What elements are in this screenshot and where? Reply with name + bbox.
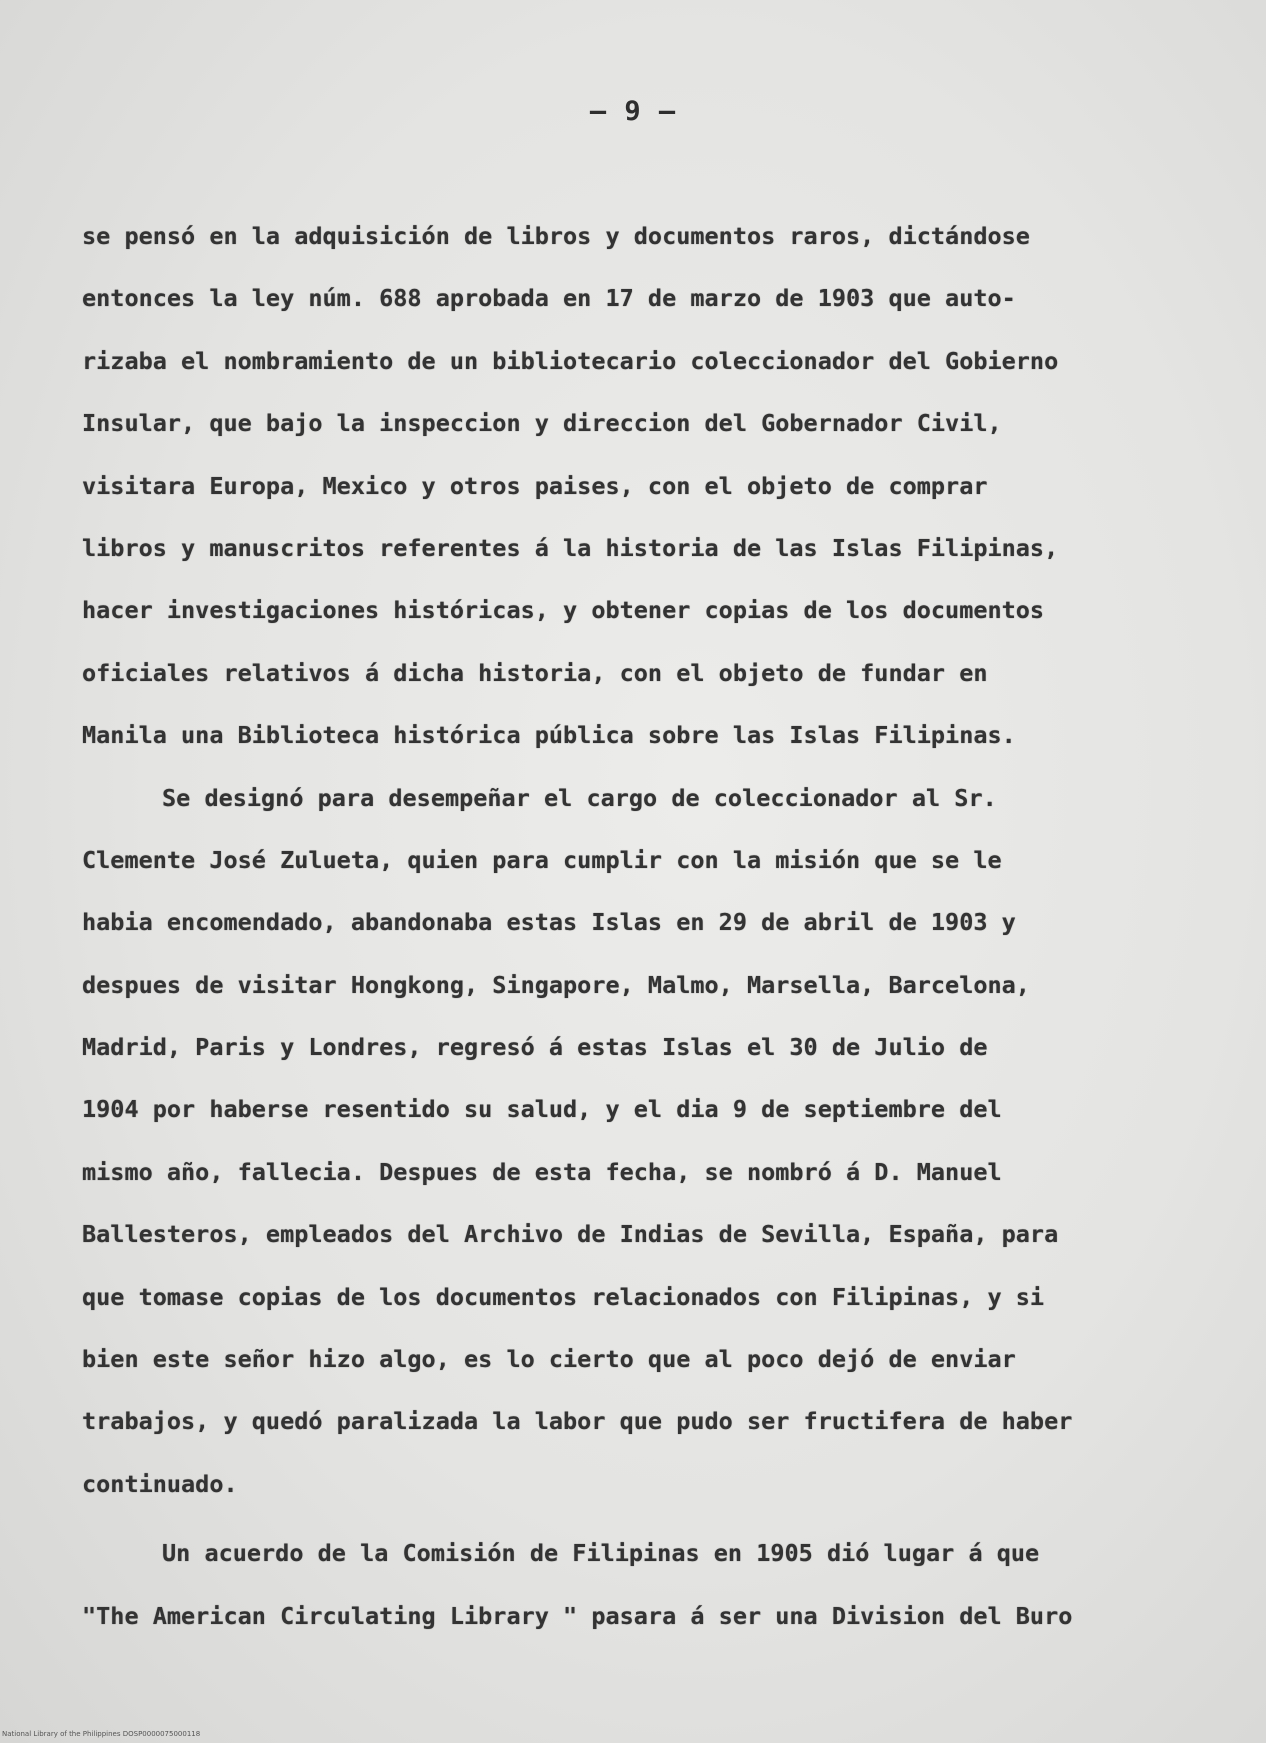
archive-footer: National Library of the Philippines DOSP0000075000118 xyxy=(2,1730,201,1738)
text-line: despues de visitar Hongkong, Singapore, Malmo, Marsella, Barcelona, xyxy=(82,970,1030,999)
text-line: libros y manuscritos referentes á la historia de las Islas Filipinas, xyxy=(82,533,1059,562)
text-line: 1904 por haberse resentido su salud, y el dia 9 de septiembre del xyxy=(82,1095,1002,1124)
text-line: habia encomendado, abandonaba estas Islas en 29 de abril de 1903 y xyxy=(82,908,1016,937)
text-line: Ballesteros, empleados del Archivo de Indias de Sevilla, España, para xyxy=(82,1220,1059,1249)
page-number: — 9 — xyxy=(589,96,677,127)
text-line: hacer investigaciones históricas, y obtener copias de los documentos xyxy=(82,596,1045,625)
text-line: que tomase copias de los documentos relacionados con Filipinas, y si xyxy=(82,1282,1045,1311)
text-line: se pensó en la adquisición de libros y documentos raros, dictándose xyxy=(82,222,1030,250)
text-line: "The American Circulating Library " pasara á ser una Division del Buro xyxy=(82,1601,1073,1630)
text-line: Madrid, Paris y Londres, regresó á estas Islas el 30 de Julio de xyxy=(82,1033,988,1062)
text-line: Clemente José Zulueta, quien para cumplir con la misión que se le xyxy=(82,845,1002,874)
paragraph-start-line: Se designó para desempeñar el cargo de coleccionador al Sr. xyxy=(162,783,997,812)
text-line: bien este señor hizo algo, es lo cierto que al poco dejó de enviar xyxy=(82,1345,1016,1374)
paragraph-start-line: Un acuerdo de la Comisión de Filipinas en 1905 dió lugar á que xyxy=(162,1539,1040,1568)
text-line: trabajos, y quedó paralizada la labor que pudo ser fructifera de haber xyxy=(82,1407,1073,1436)
body-text xyxy=(82,218,1192,1660)
text-line: Manila una Biblioteca histórica pública sobre las Islas Filipinas. xyxy=(82,721,1016,750)
text-line: entonces la ley núm. 688 aprobada en 17 de marzo de 1903 que auto- xyxy=(82,284,1016,313)
text-line: oficiales relativos á dicha historia, con el objeto de fundar en xyxy=(82,658,988,687)
text-line: mismo año, fallecia. Despues de esta fecha, se nombró á D. Manuel xyxy=(82,1157,1002,1186)
text-line: rizaba el nombramiento de un bibliotecario coleccionador del Gobierno xyxy=(82,346,1059,375)
text-line: continuado. xyxy=(82,1469,238,1498)
text-line: Insular, que bajo la inspeccion y direccion del Gobernador Civil, xyxy=(82,409,1002,438)
text-line: visitara Europa, Mexico y otros paises, con el objeto de comprar xyxy=(82,471,988,500)
